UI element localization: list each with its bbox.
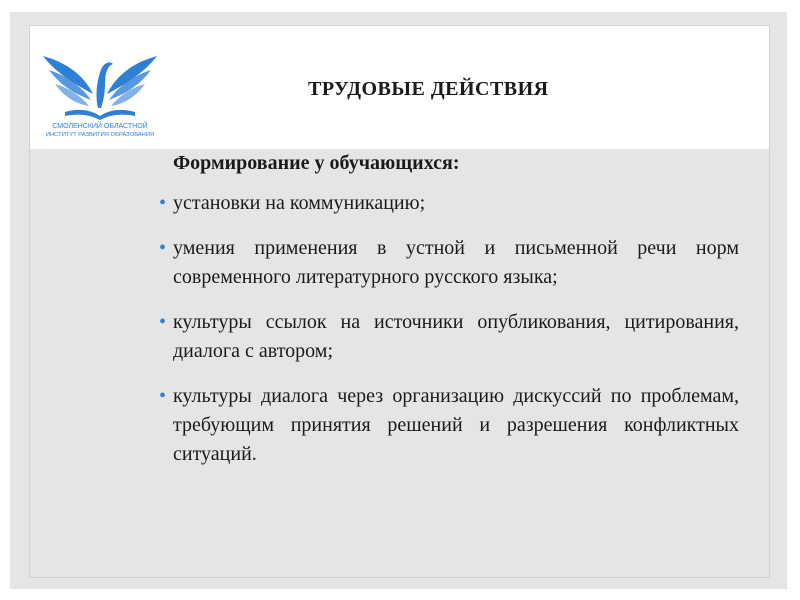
bullet-text: культуры диалога через организацию дискуссий по проблемам, требующим принятия решений и разрешения конфликтных ситуаций. — [173, 385, 739, 465]
logo-line2: ИНСТИТУТ РАЗВИТИЯ ОБРАЗОВАНИЯ — [45, 132, 155, 138]
content-subtitle: Формирование у обучающихся: — [173, 152, 460, 174]
slide-title: ТРУДОВЫЕ ДЕЙСТВИЯ — [308, 78, 549, 100]
slide-background — [10, 12, 787, 589]
bullet-dot: • — [159, 311, 167, 333]
bullet-text: установки на коммуникацию; — [173, 192, 426, 214]
bullet-item — [159, 189, 739, 218]
bullet-text: умения применения в устной и письменной речи норм современного литературного русского языка; — [173, 237, 739, 288]
bullet-dot: • — [159, 192, 167, 214]
bullet-dot: • — [159, 237, 167, 259]
institute-logo — [35, 28, 165, 139]
bullet-list — [159, 189, 739, 469]
content-block — [159, 152, 739, 485]
logo-line1: СМОЛЕНСКИЙ ОБЛАСТНОЙ — [52, 123, 148, 130]
bullet-text: культуры ссылок на источники опубликования, цитирования, диалога с автором; — [173, 311, 739, 362]
header-band — [30, 26, 769, 149]
bullet-dot: • — [159, 385, 167, 407]
bullet-item — [159, 382, 739, 469]
bullet-item — [159, 234, 739, 292]
bullet-item — [159, 308, 739, 366]
